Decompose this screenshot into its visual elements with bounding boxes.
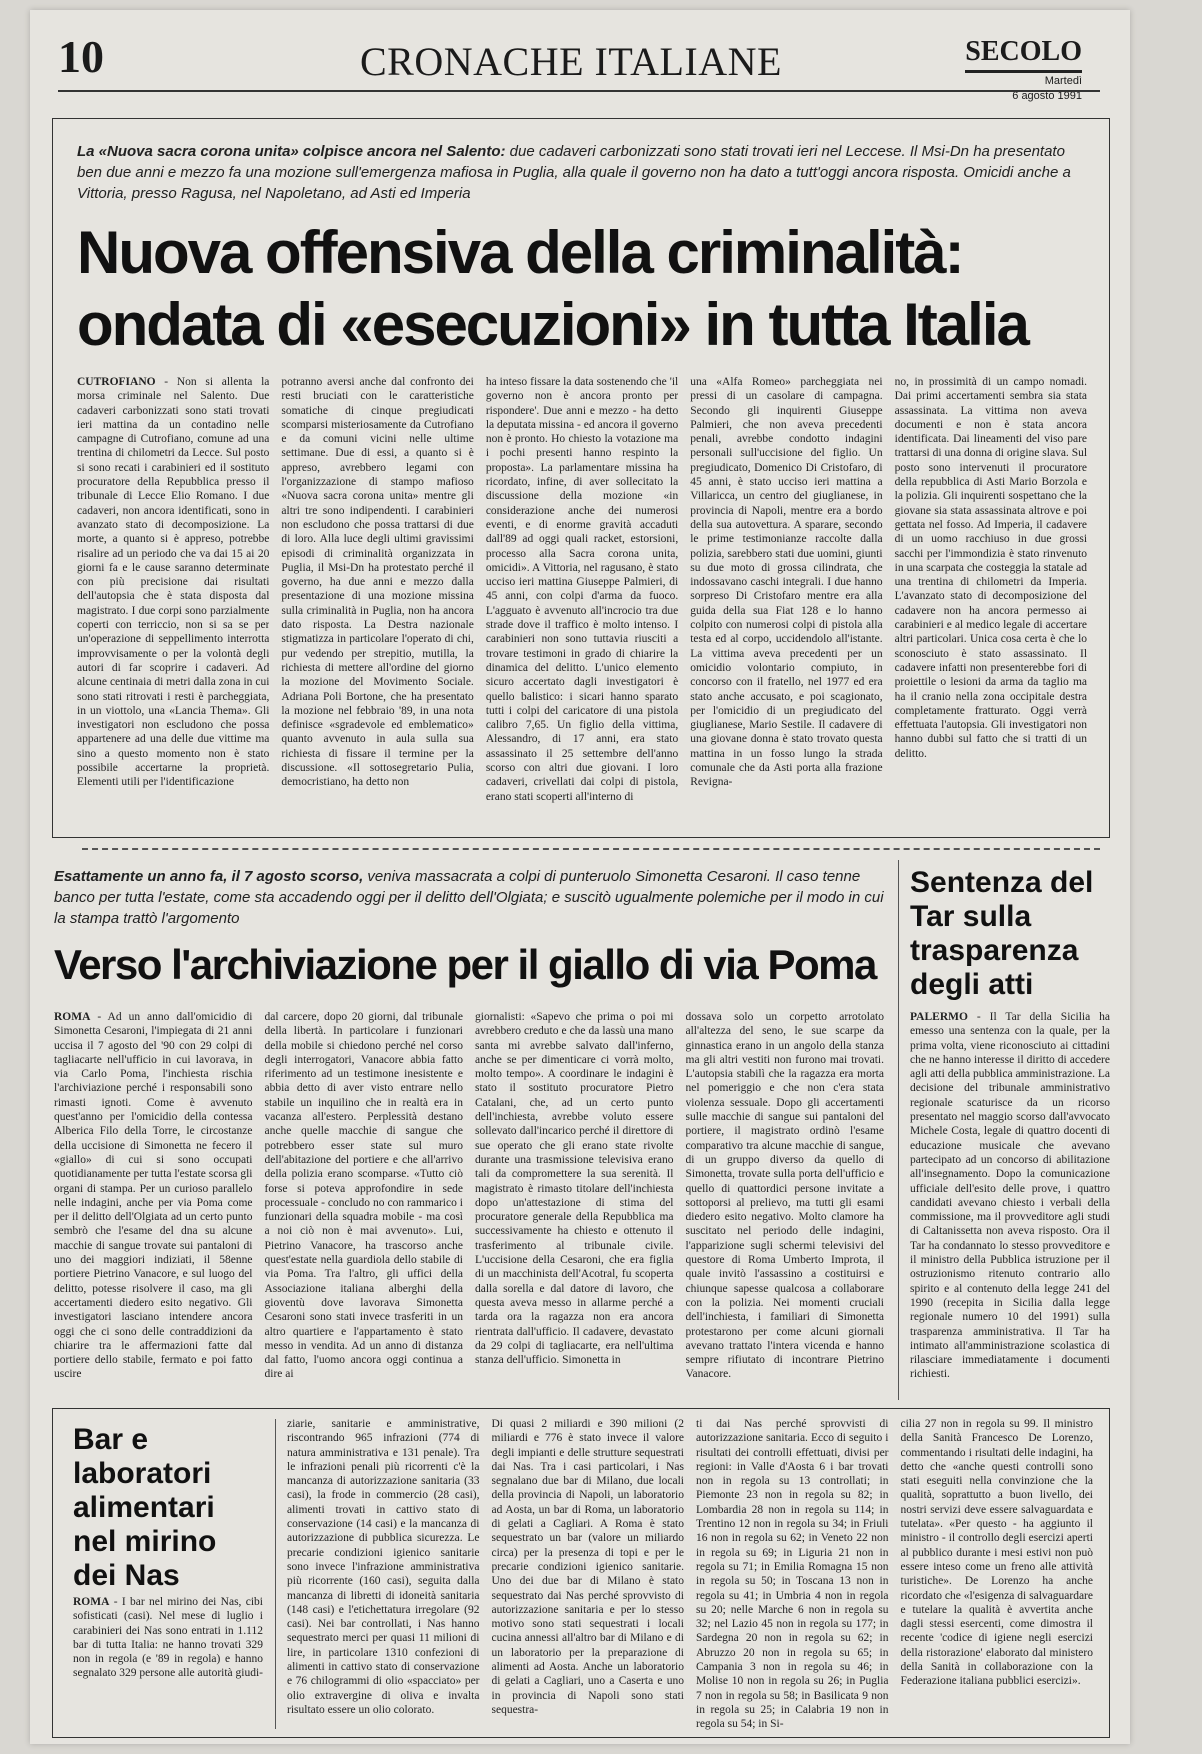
article-1-column: potranno aversi anche dal confronto dei resti bruciati con le caratteristiche somatiche di cinque pregiudicati scomparsi misteriosamente da Cutrofiano e da comuni vicini nelle ultime settimane. Due di essi, a quanto si è appreso, avrebbero legami con l'organizzazione di stampo mafioso «Nuova sacra corona unita» mentre gli altri tre sono indipendenti. I carabinieri non escludono che possa trattarsi di due di loro. Alla luce degli ultimi gravissimi episodi di criminalità organizzata in Puglia, il Msi-Dn ha protestato perché il governo, ha due anni e mezzo dalla presentazione di una mozione missina sulla criminalità in Puglia, non ha ancora dato risposta. La Destra nazionale stigmatizza in particolare l'operato di chi, pur vedendo per strepitio, mutilla, la richiesta di mettere all'ordine del giorno la mozione del Movimento Sociale. Adriana Poli Bortone, che ha presentato la mozione nel febbraio '89, in una nota definisce «sgradevole ed emblematico» quanto avvenuto in aula sulla sua richiesta di fissare il termine per la discussione. «Il sottosegretario Pulia, democristiano, ha detto non <box>281 376 474 789</box>
article-3-dateline: ROMA <box>73 1596 110 1608</box>
article-3-lead-text: - I bar nel mirino dei Nas, cibi sofisticati (casi). Nel mese di luglio i carabinieri dei Nas sono entrati in 1.112 bar di tutta Italia: ne hanno trovati 329 non in regola (e '89 in regola) e hanno segnalato 329 persone alle autorità giudi- <box>73 1596 263 1680</box>
sidebar-tar-title: Sentenza del Tar sulla trasparenza degli atti <box>910 866 1094 1001</box>
article-1-body <box>77 375 1087 825</box>
article-2-kicker <box>54 866 884 929</box>
page-number: 10 <box>58 31 104 82</box>
article-2-dateline: ROMA <box>54 1011 91 1023</box>
article-3-column: Di quasi 2 miliardi e 390 milioni (2 miliardi e 776 è stato invece il valore degli impianti e delle strutture sequestrati dai Nas. Tra i casi particolari, i Nas segnalano due bar di Milano, due locali della provincia di Napoli, un laboratorio ad Aosta, un bar di Roma, un laboratorio di gelati a Cagliari. A Roma è stato sequestrato un bar (valore un miliardo circa) per la presenza di topi e per le precarie condizioni igienico sanitarie. Uno dei due bar di Milano è stato sequestrato dai Nas perché sprovvisto di autorizzazione sanitaria e per lo stesso motivo sono stati sequestrati i locali cucina annessi all'altro bar di Milano e di un laboratorio per la preparazione di alimenti ad Aosta. Anche un laboratorio di gelati a Cagliari, uno a Caserta e uno in provincia di Napoli sono stati sequestra- <box>491 1418 684 1716</box>
article-3-lead <box>73 1595 263 1731</box>
article-3-column: ti dai Nas perché sprovvisti di autorizzazione sanitaria. Ecco di seguito i risultati dei controlli effettuati, divisi per regioni: in Valle d'Aosta 6 i bar trovati non in regola su 13 controllati; in Piemonte 23 non in regola su 82; in Lombardia 28 non in regola su 114; in Trentino 12 non in regola su 34; in Friuli 16 non in regola su 62; in Veneto 22 non in regola su 69; in Liguria 21 non in regola su 71; in Emilia Romagna 15 non in regola su 50; in Toscana 13 non in regola su 41; in Umbria 4 non in regola su 20; nelle Marche 6 non in regola su 32; nel Lazio 45 non in regola su 177; in Sardegna 20 non in regola su 62; in Abruzzo 20 non in regola su 65; in Campania 3 non in regola su 46; in Molise 10 non in regola su 26; in Puglia 7 non in regola su 58; in Basilicata 9 non in regola su 25; in Calabria 19 non in regola su 54; in Si- <box>696 1418 889 1731</box>
article-2-kicker-lead: Esattamente un anno fa, il 7 agosto scorso, <box>54 868 364 885</box>
sidebar-tar-dateline: PALERMO <box>910 1011 968 1023</box>
article-1-kicker-lead: La «Nuova sacra corona unita» colpisce ancora nel Salento: <box>77 143 506 160</box>
header-rule <box>58 90 1100 92</box>
article-1-headline-line-2: ondata di «esecuzioni» in tutta Italia <box>77 291 1028 358</box>
article-nas <box>52 1408 1110 1738</box>
article-3-column: cilia 27 non in regola su 99. Il ministro della Sanità Francesco De Lorenzo, commentando i risultati delle indagini, ha detto che «anche questi controlli sono stati eseguiti nella convinzione che la qualità, soprattutto a buon livello, dei nostri servizi deve essere salvaguardata e tutelata». «Per questo - ha aggiunto il ministro - il controllo degli esercizi aperti al pubblico durante i mesi estivi non può essere inteso come un freno alle attività turistiche». De Lorenzo ha anche ricordato che «l'esigenza di salvaguardare e tutelare la qualità è avvertita anche dagli stessi esercenti, come dimostra il recente 'codice di igiene negli esercizi della ristorazione' elaborato dal ministero della Sanità in collaborazione con la Federazione italiana pubblici esercizi». <box>900 1418 1093 1688</box>
article-1-kicker-text: due cadaveri carbonizzati sono stati trovati ieri nel Leccese. Il Msi-Dn ha presentato ben due anni e mezzo fa una mozione sull'emergenza mafiosa in Puglia, alla quale il governo non ha dato a tutt'oggi ancora risposta. Omicidi anche a Vittoria, presso Ragusa, nel Napoletano, ad Asti ed Imperia <box>77 143 1071 202</box>
article-2-body <box>54 1010 884 1398</box>
newspaper-page <box>30 10 1130 1744</box>
sidebar-tar-body <box>910 1010 1110 1398</box>
article-1-headline-line-1: Nuova offensiva della criminalità: <box>77 219 963 286</box>
sidebar-tar-text: - Il Tar della Sicilia ha emesso una sentenza con la quale, per la prima volta, viene riconosciuto ai cittadini che ne hanno interesse il diritto di accedere agli atti della pubblica amministrazione. La decisione del tribunale amministrativo regionale scaturisce da un ricorso presentato nel maggio scorso dall'avvocato Michele Costa, legale di quattro docenti di educazione musicale che avevano partecipato ad un concorso di abilitazione all'insegnamento. Dopo la comunicazione ufficiale dell'esito delle prove, i quattro candidati avevano chiesto i verbali della commissione, ma il provveditore agli studi di Caltanissetta non aveva risposto. Ora il Tar ha condannato lo stesso provveditore e il ministro della Pubblica istruzione per il ostruzionismo ritenuto contrario allo spirito e al contenuto della legge 241 del 1990 (recepita in Sicilia dalla legge regionale numero 10 del 1991) sulla trasparenza amministrativa. Il Tar ha intimato all'amministrazione scolastica di rilasciare immediatamente i documenti richiesti. <box>910 1011 1110 1381</box>
article-2-column: dal carcere, dopo 20 giorni, dal tribunale della libertà. In particolare i funzionari della mobile si chiedono perché nel corso degli interrogatori, Vanacore abbia fatto riferimento ad un testimone inesistente e abbia detto di aver visto entrare nello stabile un inquilino che in realtà era in vacanza all'estero. Perplessità destano anche quelle macchie di sangue che potrebbero esser state sul muro dell'abitazione del portiere e che all'arrivo della polizia erano scomparse. «Tutto ciò forse si poteva approfondire in sede processuale - concludo no con rammarico i funzionari della squadra mobile - ma così a noi ciò non è mai avvenuto». Lui, Pietrino Vanacore, ha trascorso anche quest'estate nella guardiola dello stabile di via Poma. Tra l'altro, gli uffici della Associazione italiana alberghi della gioventù dove lavorava Simonetta Cesaroni sono stati invece trasferiti in un altro quartiere e l'appartamento è stato messo in vendita. Ad un anno di distanza dal fatto, l'uomo ancora oggi continua a dire ai <box>264 1011 463 1381</box>
article-1-column: una «Alfa Romeo» parcheggiata nei pressi di un casolare di campagna. Secondo gli inquirenti Giuseppe Palmieri, che non aveva precedenti penali, avrebbe condotto indagini personali sull'uccisione del figlio. Un pregiudicato, Domenico Di Cristofaro, di 45 anni, è stato ucciso ieri mattina a Villaricca, un centro del giuglianese, in provincia di Napoli, mentre era a bordo della sua autovettura. A sparare, secondo le prime testimonianze raccolte dalla polizia, sarebbero stati due uomini, giunti su due moto di grossa cilindrata, che indossavano caschi integrali. I due hanno sorpreso Di Cristofaro mentre era alla guida della sua Fiat 128 e lo hanno colpito con numerosi colpi di pistola alla testa ed al corpo, uccidendolo all'istante. La vittima aveva precedenti per un omicidio volontario compiuto, in concorso con il fratello, nel 1977 ed era stato anche accusato, e poi scagionato, per l'omicidio di un pregiudicato del giuglianese, Mario Sestile. Il cadavere di una giovane donna è stato trovato questa mattina in un fosso lungo la strada comunale che da Asti porta alla frazione Revigna- <box>690 376 883 789</box>
article-3-column: ziarie, sanitarie e amministrative, riscontrando 965 infrazioni (774 di natura amministrativa e 131 penale). Tra le infrazioni penali più ricorrenti c'è la mancanza di autorizzazione sanitaria (33 casi), la frode in commercio (28 casi), alimenti trovati in cattivo stato di conservazione (14 casi) e la mancanza di autorizzazione di pubblica sicurezza. Le precarie condizioni igienico sanitarie sono invece l'infrazione amministrativa più ricorrente (160 casi), seguita dalla mancanza di libretti di idoneità sanitaria (148 casi) e l'etichettatura irregolare (92 casi). Nei bar controllati, i Nas hanno sequestrato merci per quasi 11 milioni di lire, in particolare 1310 confezioni di alimenti in cattivo stato di conservazione e 76 chilogrammi di olio «spacciato» per olio extravergine di oliva e invalta risultato essere un olio colorato. <box>287 1418 480 1716</box>
section-title: CRONACHE ITALIANE <box>360 39 782 84</box>
divider-rule <box>82 848 1100 850</box>
article-2-headline: Verso l'archiviazione per il giallo di via Poma <box>54 941 876 988</box>
issue-date: 6 agosto 1991 <box>1012 90 1082 102</box>
article-3-body <box>287 1417 1093 1733</box>
article-2-column <box>54 1010 253 1398</box>
article-1-column-text: - Non si allenta la morsa criminale nel Salento. Due cadaveri carbonizzati sono stati trovati ieri mattina da un contadino nelle campagne di Cutrofiano, comune ad una trentina di chilometri da Lecce. Sul posto si sono recati i carabinieri ed il sostituto procuratore della Repubblica presso il tribunale di Lecce Elio Romano. I due cadaveri, non ancora identificati, sono in avanzato stato di decomposizione. La morte, a quanto si è appreso, potrebbe risalire ad un periodo che va dai 15 ai 20 giorni fa e le cause saranno determinate con più precisione dai risultati dell'autopsia che è stata disposta dal magistrato. I due corpi sono parzialmente coperti con terriccio, non si sa se per un'operazione di seppellimento interrotta improvvisamente o per la volontà degli autori di far scoprire i cadaveri. Ad alcune centinaia di metri dalla zona in cui sono stati ritrovati i resti è parcheggiata, in un viottolo, una «Lancia Thema». Gli investigatori non escludono che possa appartenere ad una delle due vittime ma sino a questo momento non è stato possibile accertarne la proprietà. Elementi utili per l'identificazione <box>77 376 270 789</box>
article-1-column: ha inteso fissare la data sostenendo che 'il governo non è ancora pronto per rispondere'. Due anni e mezzo - ha detto la deputata missina - ed ancora il governo non è pronto. Ho chiesto la votazione ma i pochi presenti hanno respinto la proposta». La parlamentare missina ha ricordato, infine, di aver sollecitato la discussione della mozione «in considerazione anche dei numerosi eventi, e di enorme gravità accaduti dall'89 ad oggi quali racket, estorsioni, processo alla Sacra corona unita, omicidi». A Vittoria, nel ragusano, è stato ucciso ieri mattina Giuseppe Palmieri, di 45 anni, con colpi d'arma da fuoco. L'agguato è avvenuto all'incrocio tra due strade dove il traffico è molto intenso. I carabinieri non sono tuttavia riusciti a trovare testimoni in grado di chiarire la dinamica del delitto. L'unico elemento sicuro accertato dagli investigatori è quello balistico: i sicari hanno sparato tutti i colpi del caricatore di una pistola calibro 7,65. Un figlio della vittima, Alessandro, di 17 anni, era stato assassinato il 25 settembre dell'anno scorso con altri due giovani. I loro cadaveri, crivellati dai colpi di pistola, erano stati scoperti all'interno di <box>485 376 679 803</box>
article-2-column: dossava solo un corpetto arrotolato all'altezza del seno, le sue scarpe da ginnastica erano in un angolo della stanza ma gli altri vestiti non furono mai trovati. L'autopsia stabilì che la ragazza era morta nel pomeriggio e che non c'era stata violenza sessuale. Dopo gli accertamenti sulle macchie di sangue sui pantaloni del portiere, il magistrato ordinò l'esame comparativo tra alcune macchie di sangue, di un gruppo diverso da quello di Simonetta, trovate sulla porta dell'ufficio e quello di quattordici persone invitate a sottoporsi al prelievo, ma tutti gli esami diedero esito negativo. Molto clamore ha suscitato nel periodo delle indagini, l'apparizione sugli schermi televisivi del questore di Roma Umberto Improta, il quale invitò l'assassino a costituirsi e chiunque sapesse qualcosa a collaborare con la polizia. Nei momenti cruciali dell'inchiesta, i familiari di Simonetta protestarono per come alcuni giornali avevano trattato l'intera vicenda e hanno sempre rifiutato di incontrare Pietrino Vanacore. <box>685 1011 884 1381</box>
article-2-column: giornalisti: «Sapevo che prima o poi mi avrebbero creduto e che da lassù una mano santa mi avrebbe salvato dall'inferno, anche se per dimenticare ci vorrà molto, molto tempo». A coordinare le indagini è stato il sostituto procuratore Pietro Catalani, che, ad un certo punto dell'inchiesta, avrebbe voluto essere sollevato dall'incarico perché il direttore di sue operato che gli erano state rivolte durante una trasmissione televisiva erano tali da compromettere la sua serenità. Il magistrato è rimasto titolare dell'inchiesta dopo un'attestazione di stima del procuratore generale della Repubblica ma successivamente ha chiesto e ottenuto il trasferimento al tribunale civile. L'uccisione della Cesaroni, che era figlia di un macchinista dell'Acotral, fu scoperta dalla sorella e dal datore di lavoro, che questa aveva messo in allarme perché a tarda ora la ragazza non era ancora rientrata dall'ufficio. Il cadavere, devastato da 29 colpi di tagliacarte, era nell'ultima stanza dell'ufficio. Simonetta in <box>475 1011 674 1367</box>
sidebar-divider <box>898 860 899 1400</box>
article-criminalita <box>52 118 1110 838</box>
article-1-kicker <box>77 141 1077 204</box>
article-2-column-text: - Ad un anno dall'omicidio di Simonetta Cesaroni, l'impiegata di 21 anni uccisa il 7 agosto del '90 con 29 colpi di tagliacarte nell'ufficio in cui lavorava, in via Carlo Poma, l'inchiesta rischia l'archiviazione perché i responsabili sono rimasti ignoti. Come è avvenuto quest'anno per l'omicidio della contessa Alberica Filo della Torre, le circostanze della uccisione di Simonetta ne fecero il «giallo» di cui si sono occupati quotidianamente per tutta l'estate scorsa gli organi di stampa. Per un curioso parallelo nelle indagini, anche per via Poma come per il delitto dell'Olgiata ad un certo punto sembrò che l'esame del dna su alcune macchie di sangue trovate sui pantaloni di uno dei maggiori indiziati, il 58enne portiere Pietrino Vanacore, e sul luogo del delitto, potesse risolvere il caso, ma gli accertamenti diedero esito negativo. Gli investigatori lasciano intendere ancora oggi che ci sono delle contraddizioni da chiarire tra le affermazioni fatte dal portiere dello stabile, fermato e poi fatto uscire <box>54 1011 253 1381</box>
issue-weekday: Martedì <box>1044 75 1082 87</box>
article-1-dateline: CUTROFIANO <box>77 376 156 388</box>
masthead-logo: SECOLO <box>965 36 1082 73</box>
article-1-column: no, in prossimità di un campo nomadi. Dai primi accertamenti sembra sia stata assassinata. La vittima non aveva documenti e non è stata ancora identificata. Dai lineamenti del viso pare trattarsi di una donna di origine slava. Sul posto sono intervenuti il procuratore della repubblica di Asti Mario Borzola e la polizia. Gli inquirenti sospettano che la giovane sia stata assassinata altrove e poi gettata nel fosso. Ad Imperia, il cadavere di un uomo racchiuso in due grossi sacchi per l'immondizia è stato rinvenuto in una scarpata che costeggia la statale ad una trentina di chilometri da Imperia. L'avanzato stato di decomposizione del cadavere non ha ancora permesso ai carabinieri e al medico legale di accertare altri particolari. Unica cosa certa è che lo sconosciuto è stato assassinato. Il cadavere infatti non presenterebbe fori di proiettile o lesioni da arma da taglio ma ha il cranio nella zona occipitale destra completamente fratturato. Oggi verrà effettuata l'autopsia. Gli investigatori non hanno dubbi sul fatto che si tratti di un delitto. <box>894 376 1088 760</box>
article-3-divider <box>275 1419 276 1729</box>
article-1-column <box>77 375 269 825</box>
article-2-kicker-text: veniva massacrata a colpi di punteruolo Simonetta Cesaroni. Il caso tenne banco per tutta l'estate, come sta accadendo oggi per il delitto dell'Olgiata; e suscitò ugualmente polemiche per il modo in cui la stampa trattò l'argomento <box>54 868 884 927</box>
masthead <box>965 36 1082 103</box>
article-3-title: Bar e laboratori alimentari nel mirino dei Nas <box>73 1423 217 1592</box>
